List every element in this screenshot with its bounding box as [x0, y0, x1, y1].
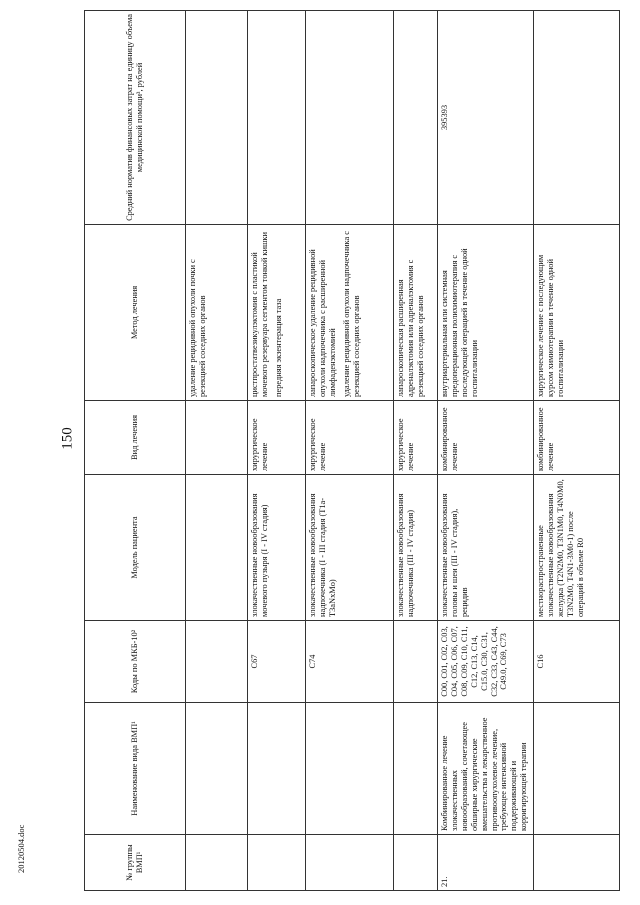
cell-model: злокачественные новообразования надпочечника (III - IV стадия)	[394, 475, 438, 621]
cell-model	[186, 475, 248, 621]
cell-model: злокачественные новообразования головы и шеи (III - IV стадия), рецидив	[438, 475, 534, 621]
method-item: хирургическое лечение с последующим курсом химиотерапии в течение одной госпитализации	[536, 254, 565, 397]
cell-type: хирургическое лечение	[394, 401, 438, 475]
cell-codes: C74	[306, 621, 394, 703]
rotated-table-wrapper	[84, 11, 620, 891]
header-group-no: № группы ВМП¹	[85, 835, 186, 891]
cell-group	[248, 835, 306, 891]
cell-cost	[394, 11, 438, 225]
cell-name	[394, 703, 438, 835]
cell-cost: 395393	[438, 11, 534, 225]
method-item: внутриартериальная или системная предоперационная полихимиотерапия с последующей операцией в течение одной госпитализации	[440, 248, 479, 397]
cell-name	[186, 703, 248, 835]
header-patient-model: Модель пациента	[85, 475, 186, 621]
table-row	[306, 11, 394, 891]
cell-cost	[186, 11, 248, 225]
cell-cost	[306, 11, 394, 225]
cell-codes	[186, 621, 248, 703]
cell-methods	[248, 225, 306, 401]
cell-codes: C00, C01, C02, C03, C04, C05, C06, C07, C08, C09, C10, C11, C12, C13, C14, C15.0, C30, C31, C32, C33, C43, C44, C49.0, C69, C73	[438, 621, 534, 703]
footer-filename: 20120504.doc	[16, 824, 26, 873]
cell-type: комбинированное лечение	[438, 401, 534, 475]
cell-model: местнораспространенные злокачественные новообразования желудка (T2N2M0, T3N1M0, T4N0M0, T3N2M0, T4N1-3M0-1) после операций в объеме R0	[534, 475, 620, 621]
cell-name	[534, 703, 620, 835]
table-row	[186, 11, 248, 891]
table-header-row	[85, 11, 186, 891]
cell-type	[186, 401, 248, 475]
cell-type: хирургическое лечение	[306, 401, 394, 475]
header-vmp-name: Наименование вида ВМП¹	[85, 703, 186, 835]
cell-cost	[248, 11, 306, 225]
cell-methods	[186, 225, 248, 401]
cell-cost	[534, 11, 620, 225]
cell-group	[394, 835, 438, 891]
table-row	[248, 11, 306, 891]
page-number: 150	[59, 427, 76, 450]
cell-group	[186, 835, 248, 891]
method-item: передняя экзентерация таза	[273, 298, 283, 397]
cell-methods	[394, 225, 438, 401]
cell-methods	[306, 225, 394, 401]
cell-codes	[394, 621, 438, 703]
method-item: цистпростатвезикулэктомия с пластикой мочевого резервуара сегментом тонкой кишки	[250, 232, 269, 397]
cell-type: хирургическое лечение	[248, 401, 306, 475]
method-item: лапароскопическая расширенная адреналэктомия или адреналэктомия с резекцией соседних органов	[396, 259, 425, 397]
table-row	[438, 11, 534, 891]
header-cost: Средний норматив финансовых затрат на единицу объема медицинской помощи³, рублей	[85, 11, 186, 225]
cell-name	[306, 703, 394, 835]
cell-group: 21.	[438, 835, 534, 891]
cell-name	[248, 703, 306, 835]
cell-model: злокачественные новообразования мочевого пузыря (I - IV стадия)	[248, 475, 306, 621]
cell-group	[534, 835, 620, 891]
header-icd-codes: Коды по МКБ-10²	[85, 621, 186, 703]
table-row	[394, 11, 438, 891]
cell-codes: C16	[534, 621, 620, 703]
method-item: лапароскопическое удаление рецидивной опухоли надпочечника с расширенной лимфаденэктомией	[308, 249, 337, 397]
table-row	[534, 11, 620, 891]
cell-type: комбинированное лечение	[534, 401, 620, 475]
cell-methods	[438, 225, 534, 401]
cell-group	[306, 835, 394, 891]
cell-codes: C67	[248, 621, 306, 703]
method-item: удаление рецидивной опухоли почки с резекцией соседних органов	[188, 259, 207, 397]
table-body	[186, 11, 620, 891]
method-item: удаление рецидивной опухоли надпочечника с резекцией соседних органов	[341, 230, 361, 397]
header-treatment-type: Вид лечения	[85, 401, 186, 475]
cell-methods	[534, 225, 620, 401]
vmp-table	[84, 10, 620, 891]
header-treatment-method: Метод лечения	[85, 225, 186, 401]
cell-model: злокачественные новообразования надпочечника (I - III стадия (T1a-T3aNxMo)	[306, 475, 394, 621]
cell-name: Комбинированное лечение злокачественных новообразований, сочетающее обширные хирургические вмешательства и лекарственное противоопухолевое лечение, требующее интенсивной поддерживающей и корригирующей терапии	[438, 703, 534, 835]
